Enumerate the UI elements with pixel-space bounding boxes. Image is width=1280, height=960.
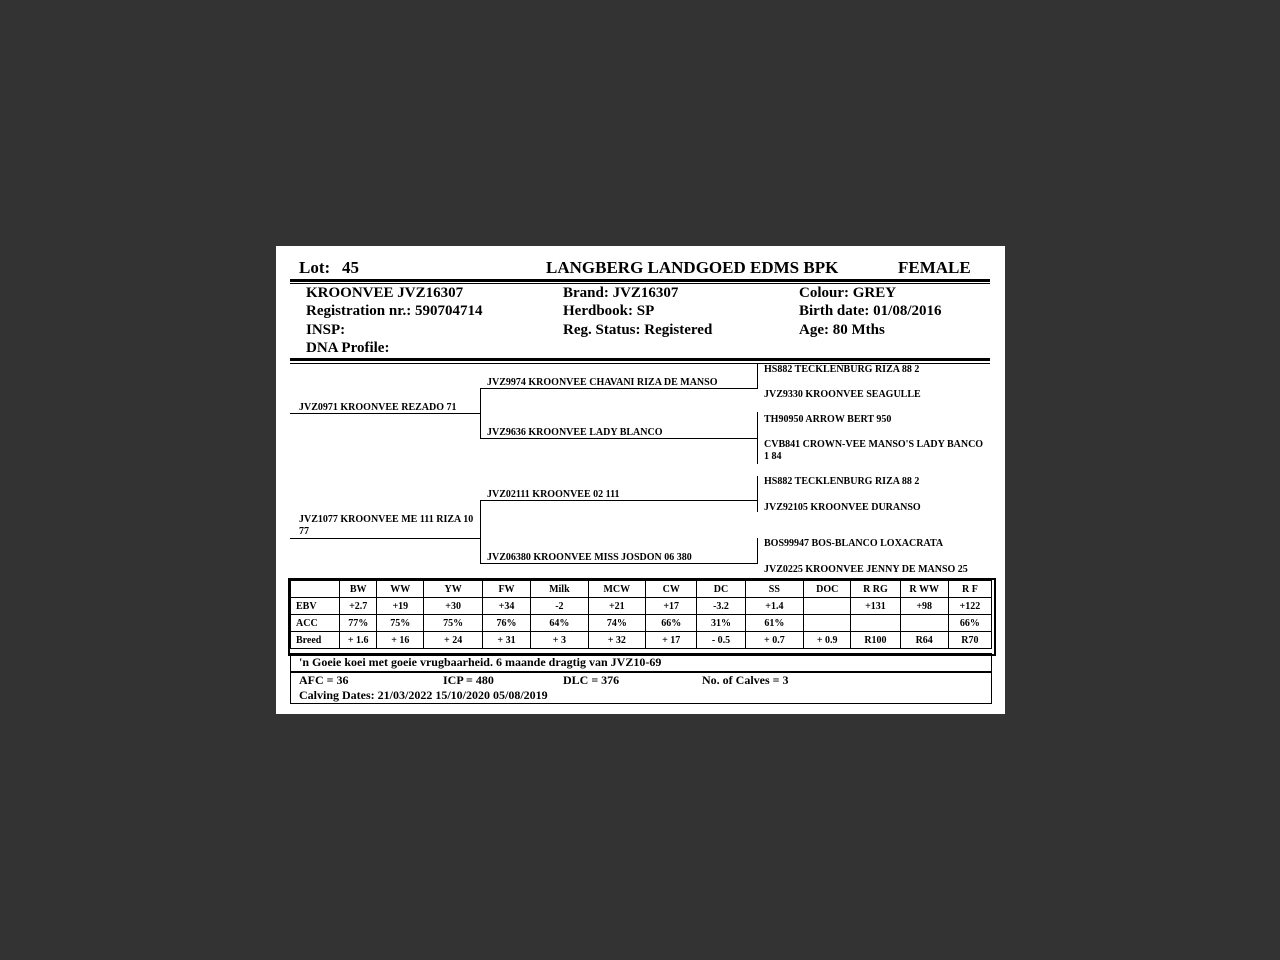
ebv-row-acc xyxy=(291,615,992,632)
dam-dam-line xyxy=(480,563,758,564)
pedigree-ggp-6: JVZ92105 KROONVEE DURANSO xyxy=(764,502,921,513)
ebv-cell: 64% xyxy=(531,615,588,632)
ebv-cell: R100 xyxy=(851,632,900,649)
ebv-cell xyxy=(804,598,851,615)
ebv-cell: + 31 xyxy=(482,632,530,649)
pedigree-sire: JVZ0971 KROONVEE REZADO 71 xyxy=(299,402,457,413)
dam-bracket xyxy=(480,500,481,563)
ebv-cell: +1.4 xyxy=(745,598,804,615)
ebv-column-header: DC xyxy=(697,581,745,598)
pedigree-ggp-4: CVB841 CROWN-VEE MANSO'S LADY BANCO 1 84 xyxy=(764,439,984,462)
ebv-cell: 75% xyxy=(424,615,483,632)
animal-name: KROONVEE JVZ16307 xyxy=(306,285,464,301)
ebv-cell: +122 xyxy=(948,598,991,615)
ebv-cell xyxy=(804,615,851,632)
calves-count: No. of Calves = 3 xyxy=(702,673,789,687)
ebv-column-header: R RG xyxy=(851,581,900,598)
ebv-column-header: R WW xyxy=(900,581,948,598)
pedigree-dam-sire: JVZ02111 KROONVEE 02 111 xyxy=(487,489,620,500)
ebv-column-header: SS xyxy=(745,581,804,598)
sex-label: FEMALE xyxy=(898,258,971,277)
ebv-cell: 61% xyxy=(745,615,804,632)
ebv-cell: +19 xyxy=(377,598,424,615)
ebv-cell: +21 xyxy=(588,598,645,615)
ebv-column-header: BW xyxy=(340,581,377,598)
ebv-cell: 31% xyxy=(697,615,745,632)
insp-label: INSP: xyxy=(306,322,346,338)
dam-dam-bracket xyxy=(757,538,758,563)
herdbook: Herdbook: SP xyxy=(563,303,655,319)
pedigree-sire-sire: JVZ9974 KROONVEE CHAVANI RIZA DE MANSO xyxy=(487,377,718,388)
birth-date: Birth date: 01/08/2016 xyxy=(799,303,942,319)
colour: Colour: GREY xyxy=(799,285,897,301)
sire-dam-bracket xyxy=(757,412,758,464)
sire-dam-line xyxy=(480,438,758,439)
ebv-table xyxy=(290,580,992,649)
lot-card xyxy=(276,246,1005,714)
reg-status: Reg. Status: Registered xyxy=(563,322,713,338)
pedigree-dam-dam: JVZ06380 KROONVEE MISS JOSDON 06 380 xyxy=(487,552,692,563)
ebv-column-header: WW xyxy=(377,581,424,598)
ebv-header-row xyxy=(291,581,992,598)
dam-sire-bracket xyxy=(757,476,758,512)
ebv-cell: 76% xyxy=(482,615,530,632)
ebv-row-label: EBV xyxy=(291,598,340,615)
pedigree-ggp-3: TH90950 ARROW BERT 950 xyxy=(764,414,892,425)
ebv-row-breed xyxy=(291,632,992,649)
pedigree-ggp-7: BOS99947 BOS-BLANCO LOXACRATA xyxy=(764,538,944,549)
ebv-cell: -2 xyxy=(531,598,588,615)
ebv-cell: +98 xyxy=(900,598,948,615)
ebv-cell: + 0.9 xyxy=(804,632,851,649)
ebv-cell: 75% xyxy=(377,615,424,632)
icp-value: ICP = 480 xyxy=(443,673,494,687)
ebv-row-label: ACC xyxy=(291,615,340,632)
ebv-cell: 77% xyxy=(340,615,377,632)
ebv-cell: + 17 xyxy=(646,632,697,649)
ebv-cell: R64 xyxy=(900,632,948,649)
breeder-name: LANGBERG LANDGOED EDMS BPK xyxy=(546,258,839,277)
header-rule xyxy=(290,279,990,282)
dam-line xyxy=(290,538,480,539)
ebv-column-header: CW xyxy=(646,581,697,598)
ebv-column-header: FW xyxy=(482,581,530,598)
ebv-column-header: YW xyxy=(424,581,483,598)
ebv-cell: + 24 xyxy=(424,632,483,649)
ebv-cell: + 16 xyxy=(377,632,424,649)
sire-sire-bracket xyxy=(757,364,758,388)
brand: Brand: JVZ16307 xyxy=(563,285,679,301)
afc-value: AFC = 36 xyxy=(299,673,349,687)
ebv-cell: 66% xyxy=(948,615,991,632)
lot-label: Lot: xyxy=(299,258,331,277)
ebv-column-header: Milk xyxy=(531,581,588,598)
pedigree-ggp-5: HS882 TECKLENBURG RIZA 88 2 xyxy=(764,476,920,487)
ebv-cell: + 1.6 xyxy=(340,632,377,649)
registration-number: Registration nr.: 590704714 xyxy=(306,303,483,319)
ebv-cell: -3.2 xyxy=(697,598,745,615)
ebv-cell: + 32 xyxy=(588,632,645,649)
ebv-cell: +34 xyxy=(482,598,530,615)
age: Age: 80 Mths xyxy=(799,322,885,338)
ebv-cell: + 3 xyxy=(531,632,588,649)
ebv-row-label: Breed xyxy=(291,632,340,649)
ebv-cell: + 0.7 xyxy=(745,632,804,649)
pedigree-ggp-1: HS882 TECKLENBURG RIZA 88 2 xyxy=(764,364,920,375)
dam-sire-line xyxy=(480,500,758,501)
sire-sire-line xyxy=(480,388,758,389)
ebv-corner-cell xyxy=(291,581,340,598)
sire-line xyxy=(290,413,480,414)
ebv-cell: - 0.5 xyxy=(697,632,745,649)
ebv-cell: +131 xyxy=(851,598,900,615)
header-rule-thin xyxy=(290,283,990,284)
pedigree-sire-dam: JVZ9636 KROONVEE LADY BLANCO xyxy=(487,427,663,438)
calving-dates: Calving Dates: 21/03/2022 15/10/2020 05/08/2019 xyxy=(299,688,548,702)
pedigree-ggp-8: JVZ0225 KROONVEE JENNY DE MANSO 25 xyxy=(764,564,968,575)
ebv-cell xyxy=(851,615,900,632)
lot-number: 45 xyxy=(342,258,359,277)
pedigree-ggp-2: JVZ9330 KROONVEE SEAGULLE xyxy=(764,389,921,400)
ebv-column-header: DOC xyxy=(804,581,851,598)
ebv-cell: R70 xyxy=(948,632,991,649)
sire-bracket xyxy=(480,388,481,438)
comment-text: 'n Goeie koei met goeie vrugbaarheid. 6 maande dragtig van JVZ10-69 xyxy=(299,655,662,669)
ebv-column-header: MCW xyxy=(588,581,645,598)
ebv-row-ebv xyxy=(291,598,992,615)
ebv-cell xyxy=(900,615,948,632)
ebv-cell: +17 xyxy=(646,598,697,615)
ebv-cell: +30 xyxy=(424,598,483,615)
pedigree-dam: JVZ1077 KROONVEE ME 111 RIZA 10 77 xyxy=(299,514,474,537)
dlc-value: DLC = 376 xyxy=(563,673,620,687)
ebv-cell: 66% xyxy=(646,615,697,632)
ebv-cell: 74% xyxy=(588,615,645,632)
ebv-column-header: R F xyxy=(948,581,991,598)
info-rule xyxy=(290,358,990,361)
ebv-cell: +2.7 xyxy=(340,598,377,615)
dna-profile-label: DNA Profile: xyxy=(306,340,390,356)
